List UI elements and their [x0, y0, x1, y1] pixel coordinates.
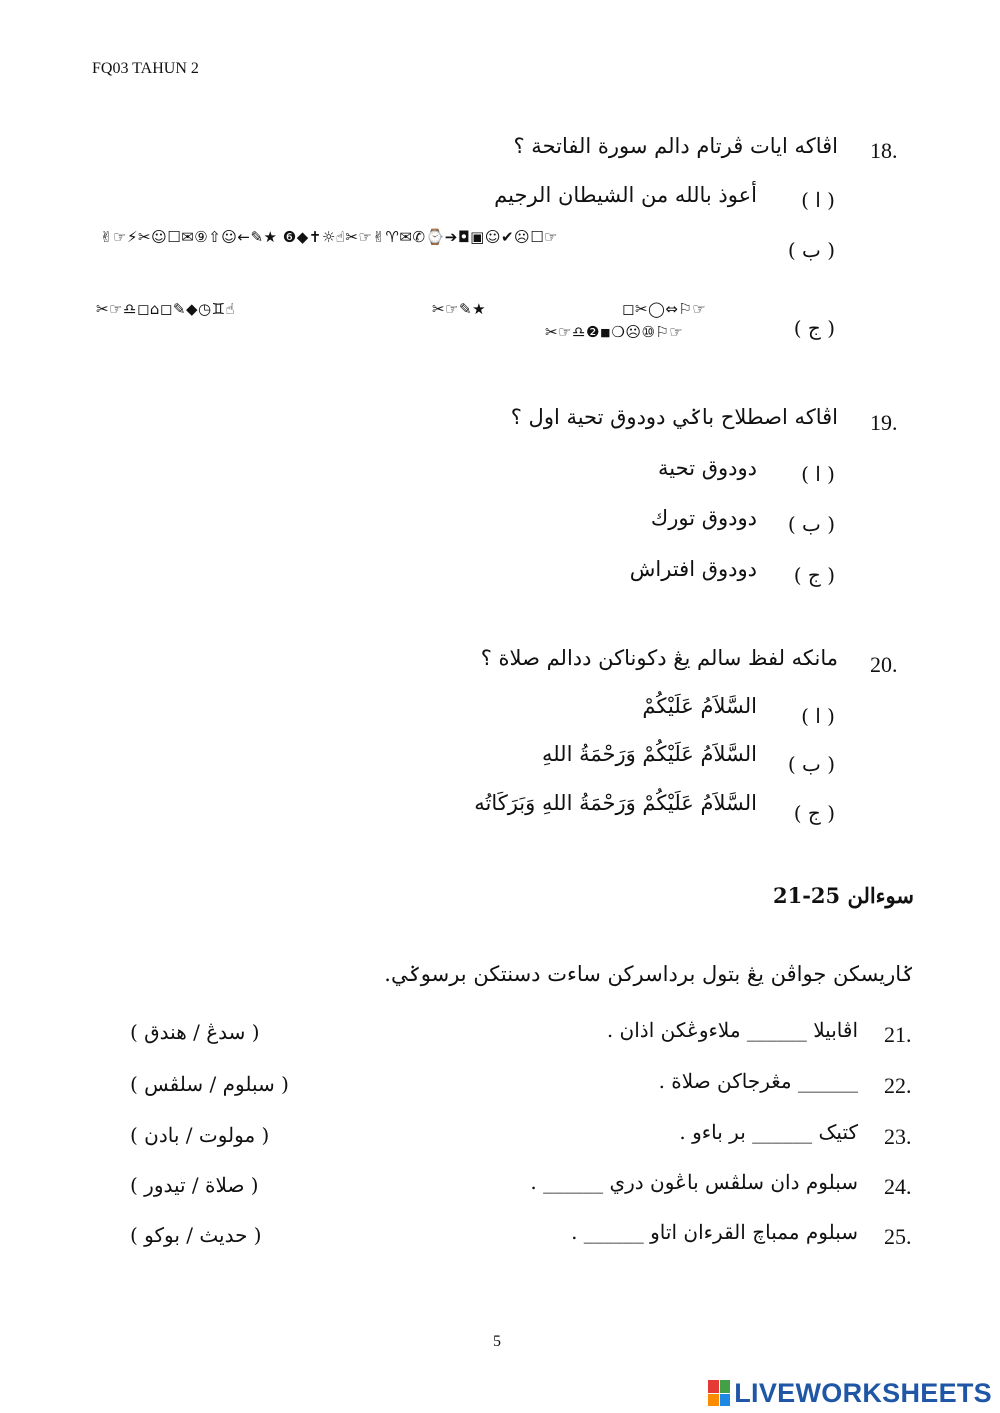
- q19-option-a-letter: ( ا ): [801, 462, 835, 486]
- q20-option-b-text: السَّلاَمُ عَلَيْكُمْ وَرَحْمَةُ اللهِ: [541, 742, 757, 766]
- fill-item-22-choice: ( سبلوم / سلڤس ): [130, 1072, 289, 1096]
- fill-item-22-sentence: ______ مڠرجاكن صلاة .: [658, 1069, 858, 1093]
- q18-option-c-letter: ( ج ): [793, 316, 835, 340]
- q18-option-c-symbol-text-left: ✂☞♎◻⌂◻✎◆◷♊☝: [96, 300, 236, 318]
- q20-option-c-letter: ( ج ): [793, 801, 835, 825]
- q18-option-a-letter: ( ا ): [801, 188, 835, 212]
- question-19-text: اڤاكه اصطلاح باݢي دودوق تحية اول ؟: [510, 405, 838, 429]
- liveworksheets-logo: [708, 1378, 992, 1408]
- fill-item-21-number: 21.: [884, 1022, 912, 1047]
- q20-option-a-text: السَّلاَمُ عَلَيْكُمْ: [642, 694, 757, 718]
- liveworksheets-logo-icon: [708, 1380, 730, 1406]
- question-20-number: 20.: [870, 652, 898, 677]
- fill-item-23-number: 23.: [884, 1124, 912, 1149]
- q18-option-c-symbol-text-mid: ✂☞✎★: [432, 300, 487, 318]
- q20-option-b-letter: ( ب ): [787, 752, 835, 776]
- q19-option-a-text: دودوق تحية: [658, 456, 757, 480]
- question-18-text: اڤاكه ايات ڤرتام دالم سورة الفاتحة ؟: [513, 134, 838, 158]
- fill-item-25-number: 25.: [884, 1224, 912, 1249]
- document-header-code: FQ03 TAHUN 2: [92, 60, 199, 77]
- fill-item-24-choice: ( صلاة / تيدور ): [130, 1173, 259, 1197]
- liveworksheets-logo-text: LIVEWORKSHEETS: [734, 1377, 992, 1408]
- q18-option-c-symbol-text-right-2: ✂☞♎❷◾❍☹⑩⚐☞: [545, 323, 684, 341]
- fill-item-23-choice: ( مولوت / بادن ): [130, 1123, 270, 1147]
- fill-item-24-number: 24.: [884, 1174, 912, 1199]
- fill-item-21-sentence: اڤابيلا ______ ملاءوڠكن اذان .: [606, 1018, 858, 1042]
- section-title: سوءالن 25-21: [772, 883, 914, 908]
- fill-item-22-number: 22.: [884, 1073, 912, 1098]
- fill-item-25-choice: ( حديث / بوكو ): [130, 1223, 262, 1247]
- q19-option-b-text: دودوق تورك: [650, 506, 757, 530]
- q20-option-a-letter: ( ا ): [801, 704, 835, 728]
- q18-option-b-letter: ( ب ): [787, 238, 835, 262]
- q20-option-c-text: السَّلاَمُ عَلَيْكُمْ وَرَحْمَةُ اللهِ وَبَرَكَاتُه: [474, 791, 757, 815]
- q18-option-a-text: أعوذ بالله من الشيطان الرجيم: [494, 183, 757, 207]
- question-18-number: 18.: [870, 138, 898, 163]
- fill-item-25-sentence: سبلوم ممباچ القرءان اتاو ______ .: [571, 1220, 858, 1244]
- q18-option-b-symbol-text: ✌☞⚡✂☺☐✉⑨⇧☺←✎★ ❻◆✝☼☝✂☞✌♈✉✆⌚➔◘▣☺✔☹☐☞: [100, 228, 559, 246]
- fill-item-21-choice: ( سدڠ / هندق ): [130, 1020, 260, 1044]
- question-20-text: مانكه لفظ سالم يڠ دکوناکن ددالم صلاة ؟: [480, 646, 838, 670]
- q19-option-c-letter: ( ج ): [793, 563, 835, 587]
- question-19-number: 19.: [870, 410, 898, 435]
- q19-option-c-text: دودوق افتراش: [629, 557, 757, 581]
- page-number: 5: [493, 1333, 501, 1350]
- q18-option-c-symbol-text-right-1: ◻✂◯⇔⚐☞: [622, 300, 707, 318]
- fill-item-23-sentence: كتيک ______ بر باءو .: [679, 1120, 858, 1144]
- fill-item-24-sentence: سبلوم دان سلڤس باڠون دري ______ .: [530, 1170, 858, 1194]
- section-instruction: ݢاريسكن جواڤن يڠ بتول برداسركن ساءت دسنتكن برسوݢي.: [384, 962, 914, 986]
- q19-option-b-letter: ( ب ): [787, 512, 835, 536]
